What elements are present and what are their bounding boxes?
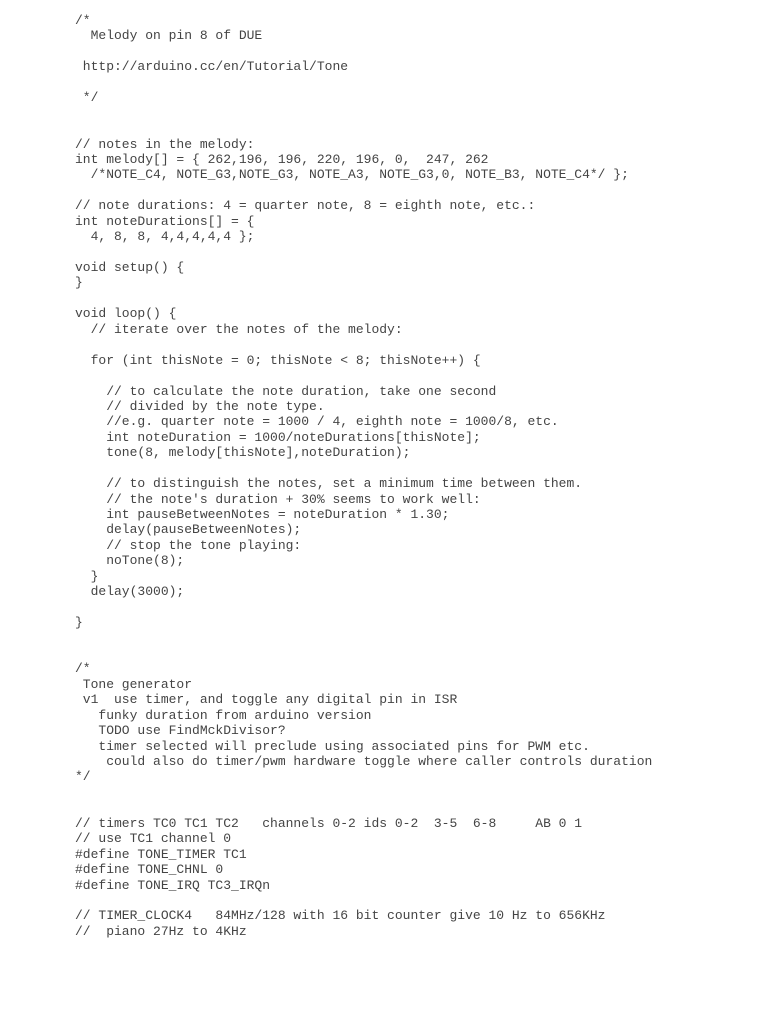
code-line — [75, 291, 652, 306]
code-line: delay(3000); — [75, 584, 185, 600]
code-line: // use TC1 channel 0 — [75, 831, 232, 847]
code-line: TODO use FindMckDivisor? — [75, 723, 286, 739]
code-line: for (int thisNote = 0; thisNote < 8; thisNote++) { — [75, 352, 481, 368]
code-line: int noteDurations[] = { — [75, 213, 255, 229]
code-line: tone(8, melody[thisNote],noteDuration); — [75, 445, 411, 461]
code-line: int pauseBetweenNotes = noteDuration * 1.30; — [75, 507, 450, 522]
code-line — [75, 245, 652, 260]
code-line: // divided by the note type. — [75, 398, 325, 414]
code-line: // notes in the melody: — [75, 136, 255, 152]
code-line: void loop() { — [75, 306, 177, 322]
code-line: 4, 8, 8, 4,4,4,4,4 }; — [75, 229, 255, 245]
code-line: // iterate over the notes of the melody: — [75, 321, 403, 337]
code-line: } — [75, 615, 83, 631]
code-line — [75, 785, 652, 800]
code-listing — [75, 13, 652, 939]
code-line: //e.g. quarter note = 1000 / 4, eighth note = 1000/8, etc. — [75, 414, 559, 430]
code-line — [75, 631, 652, 646]
code-line: // stop the tone playing: — [75, 537, 302, 553]
code-line — [75, 44, 652, 59]
code-line: // note durations: 4 = quarter note, 8 = eighth note, etc.: — [75, 198, 536, 214]
code-line: */ — [75, 90, 99, 106]
code-line: } — [75, 275, 83, 291]
code-line: noTone(8); — [75, 553, 185, 569]
code-line: // to calculate the note duration, take one second — [75, 383, 497, 399]
code-line — [75, 106, 652, 121]
code-line — [75, 600, 652, 615]
code-line: funky duration from arduino version — [75, 707, 372, 723]
code-line: // the note's duration + 30% seems to work well: — [75, 491, 481, 507]
code-line — [75, 368, 652, 383]
code-line: int melody[] = { 262,196, 196, 220, 196, 0, 247, 262 — [75, 151, 489, 167]
code-line — [75, 800, 652, 815]
code-line — [75, 121, 652, 136]
code-line: // to distinguish the notes, set a minimum time between them. — [75, 476, 583, 492]
code-line: #define TONE_TIMER TC1 — [75, 846, 247, 862]
code-line: could also do timer/pwm hardware toggle where caller controls duration — [75, 754, 653, 769]
code-line: /* — [75, 13, 91, 28]
code-line: http://arduino.cc/en/Tutorial/Tone — [75, 59, 349, 75]
code-line: /* — [75, 661, 91, 677]
code-line: Melody on pin 8 of DUE — [75, 28, 263, 44]
code-line: } — [75, 568, 99, 584]
code-line: /*NOTE_C4, NOTE_G3,NOTE_G3, NOTE_A3, NOTE_G3,0, NOTE_B3, NOTE_C4*/ }; — [75, 167, 629, 183]
code-line: v1 use timer, and toggle any digital pin in ISR — [75, 692, 458, 708]
code-line: Tone generator — [75, 676, 193, 692]
code-line — [75, 337, 652, 352]
code-line: delay(pauseBetweenNotes); — [75, 522, 302, 538]
code-line: // TIMER_CLOCK4 84MHz/128 with 16 bit counter give 10 Hz to 656KHz — [75, 908, 606, 924]
code-line — [75, 75, 652, 90]
code-line — [75, 183, 652, 198]
code-line — [75, 646, 652, 661]
code-line: timer selected will preclude using associated pins for PWM etc. — [75, 738, 590, 754]
code-line: void setup() { — [75, 260, 185, 275]
code-line: // timers TC0 TC1 TC2 channels 0-2 ids 0-2 3-5 6-8 AB 0 1 — [75, 815, 583, 831]
code-line: #define TONE_IRQ TC3_IRQn — [75, 877, 271, 893]
code-line: // piano 27Hz to 4KHz — [75, 923, 247, 939]
code-line: #define TONE_CHNL 0 — [75, 862, 224, 878]
code-line — [75, 893, 652, 908]
code-line: int noteDuration = 1000/noteDurations[thisNote]; — [75, 429, 481, 445]
code-line — [75, 461, 652, 476]
code-line: */ — [75, 769, 91, 785]
